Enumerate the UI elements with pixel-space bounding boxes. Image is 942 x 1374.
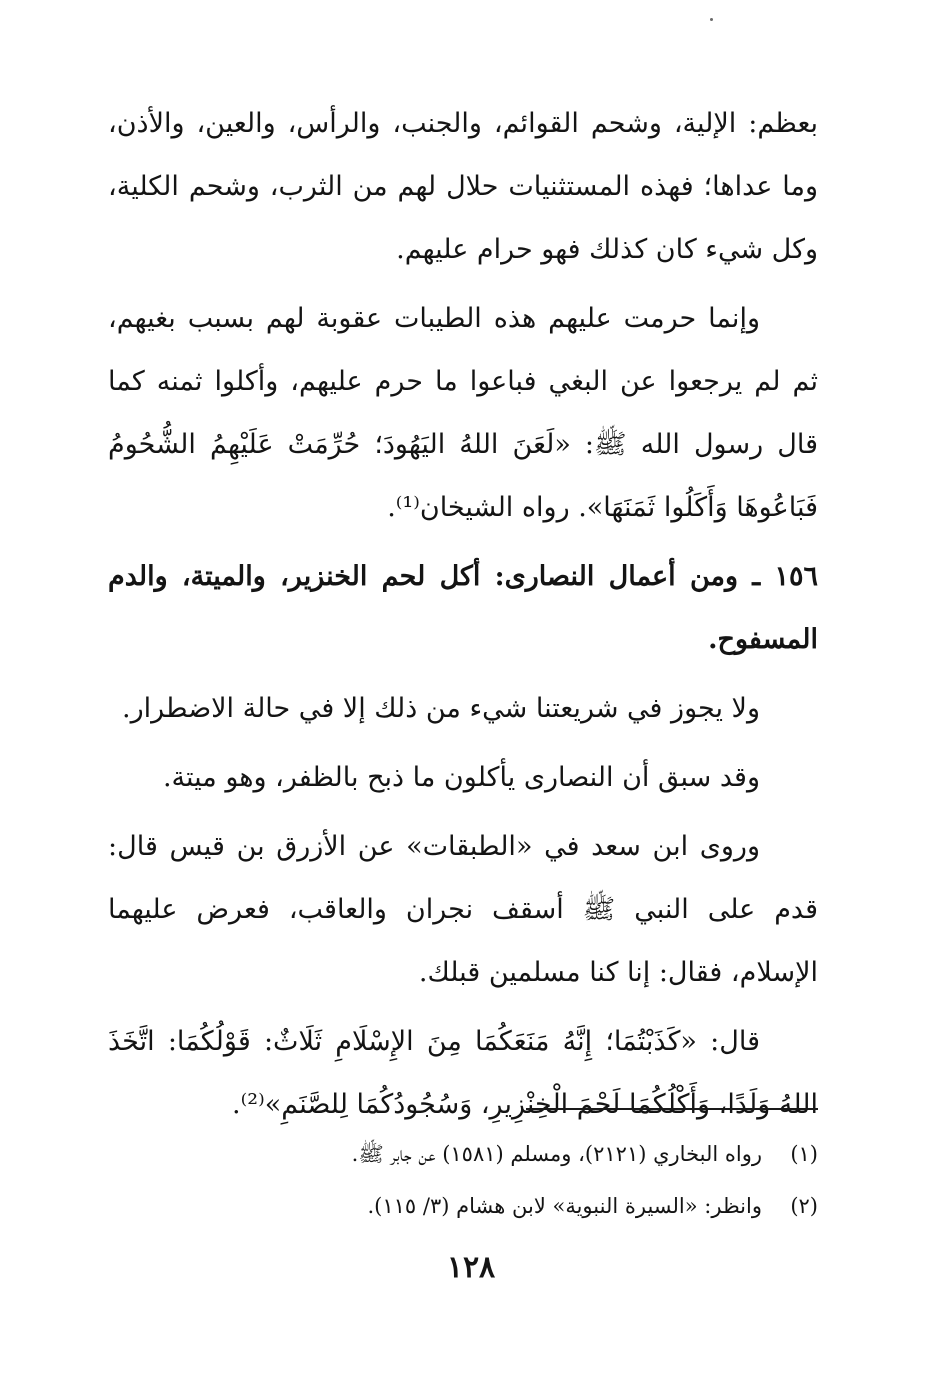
section-heading-156: ١٥٦ ـ ومن أعمال النصارى: أكل لحم الخنزير، والميتة، والدم المسفوح. bbox=[108, 561, 818, 655]
footnotes bbox=[118, 1128, 818, 1232]
paragraph-6: قال: «كَذَبْتُمَا؛ إِنَّهُ مَنَعَكُمَا مِنَ الإِسْلَامِ ثَلَاثٌ: قَوْلُكُمَا: اتَّخَذَ اللهُ وَلَدًا، وَأَكْلُكُمَا لَحْمَ الْخِنْزِيرِ، وَسُجُودُكُمَا لِلصَّنَمِ»⁽²⁾. bbox=[108, 1026, 818, 1120]
footnote-1 bbox=[118, 1128, 818, 1180]
paragraph-1: بعظم: الإلية، وشحم القوائم، والجنب، والرأس، والعين، والأذن، وما عداها؛ فهذه المستثنيات حلال لهم من الثرب، وشحم الكلية، وكل شيء كان كذلك فهو حرام عليهم. bbox=[108, 108, 818, 265]
footnote-2 bbox=[118, 1180, 818, 1232]
page-number: ١٢٨ bbox=[446, 1250, 496, 1285]
scan-speck bbox=[710, 18, 713, 21]
paragraph-5: وروى ابن سعد في «الطبقات» عن الأزرق بن قيس قال: قدم على النبي ﷺ أسقف نجران والعاقب، فعرض عليهما الإسلام، فقال: إنا كنا مسلمين قبلك. bbox=[108, 831, 818, 988]
page-body bbox=[108, 92, 818, 1142]
paragraph-2: وإنما حرمت عليهم هذه الطيبات عقوبة لهم بسبب بغيهم، ثم لم يرجعوا عن البغي فباعوا ما حرم عليهم، وأكلوا ثمنه كما قال رسول الله ﷺ: «لَعَنَ اللهُ اليَهُودَ؛ حُرِّمَتْ عَلَيْهِمُ الشُّحُومُ فَبَاعُوهَا وَأَكَلُوا ثَمَنَهَا». رواه الشيخان⁽¹⁾. bbox=[108, 303, 818, 523]
paragraph-3: ولا يجوز في شريعتنا شيء من ذلك إلا في حالة الاضطرار. bbox=[122, 693, 760, 724]
footnote-2-text: وانظر: «السيرة النبوية» لابن هشام (٣/ ١١٥). bbox=[367, 1194, 762, 1218]
footnote-2-number: (٢) bbox=[790, 1194, 818, 1218]
paragraph-4: وقد سبق أن النصارى يأكلون ما ذبح بالظفر، وهو ميتة. bbox=[162, 762, 760, 793]
footnote-1-number: (١) bbox=[790, 1142, 818, 1166]
footnotes-divider bbox=[526, 1108, 818, 1110]
footnote-1-text: رواه البخاري (٢١٢١)، ومسلم (١٥٨١) عن جابر ﷺ. bbox=[351, 1142, 762, 1166]
